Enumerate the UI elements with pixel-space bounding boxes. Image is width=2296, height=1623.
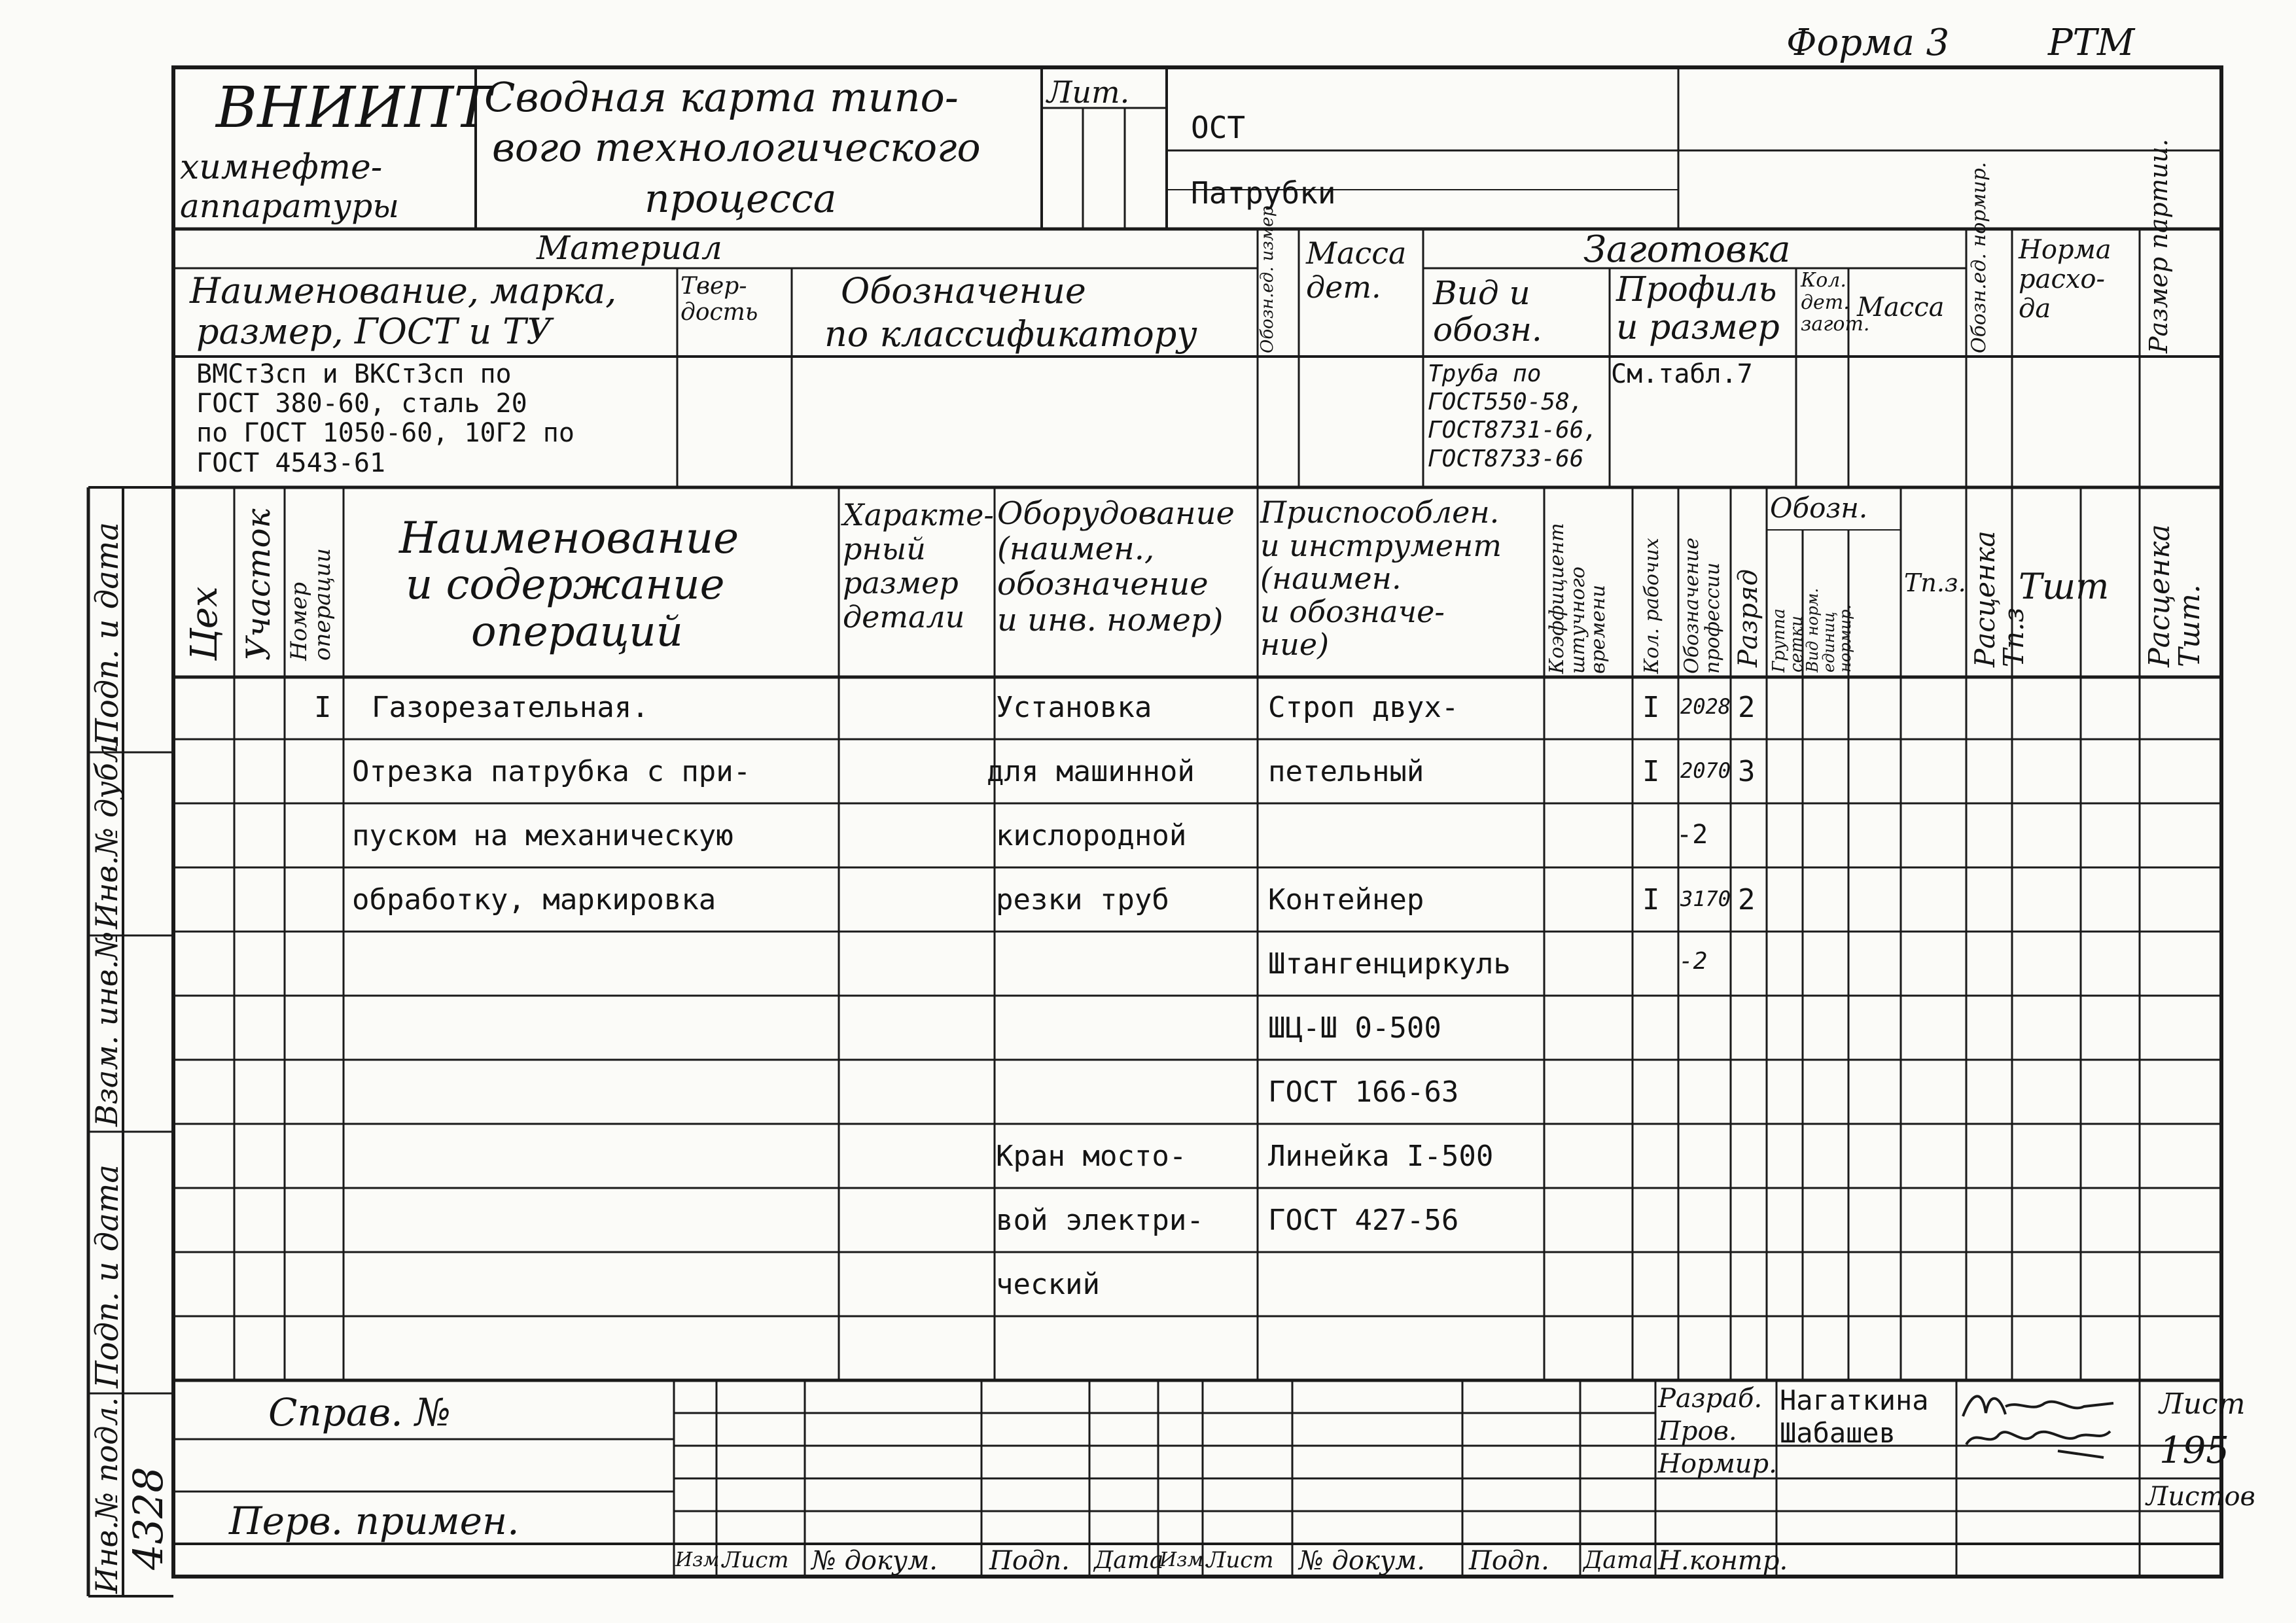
name-label-2: размер, ГОСТ и ТУ bbox=[196, 311, 552, 352]
op-name-label-3: операций bbox=[471, 608, 683, 656]
part-name: Патрубки bbox=[1191, 175, 1336, 211]
profession-cell: 2028 bbox=[1680, 694, 1731, 719]
table-row bbox=[0, 947, 2296, 989]
table-row bbox=[0, 1335, 2296, 1374]
doc-title-line-3: процесса bbox=[645, 176, 837, 222]
equipment-cell: ческий bbox=[996, 1268, 1100, 1301]
margin-sign-date-2: Подп. и дата bbox=[89, 1164, 126, 1388]
op-name-label-1: Наименование bbox=[399, 513, 739, 563]
tpz-label: Тп.з. bbox=[1904, 568, 1966, 597]
workers-cell: I bbox=[1642, 883, 1660, 916]
equipment-cell: Кран мосто- bbox=[996, 1140, 1187, 1173]
operation-cell: обработку, маркировка bbox=[352, 883, 716, 916]
lit-label: Лит. bbox=[1047, 75, 1130, 110]
equipment-label: Оборудование (наимен., обозначение и инв. номер) bbox=[997, 495, 1235, 638]
change-label: Подп. bbox=[989, 1546, 1070, 1576]
tooling-cell: петельный bbox=[1268, 755, 1424, 788]
designation-label: Обозн. bbox=[1770, 492, 1868, 524]
form-label: Форма 3 bbox=[1786, 22, 1950, 64]
shop-label: Цех bbox=[183, 586, 226, 661]
ref-label: Справ. № bbox=[268, 1390, 451, 1435]
checked-name: Шабашев bbox=[1780, 1417, 1896, 1449]
tooling-cell: ГОСТ 166-63 bbox=[1268, 1075, 1459, 1109]
table-row bbox=[0, 1270, 2296, 1310]
doc-title-line-2: вого технологического bbox=[492, 125, 981, 171]
checked-label: Пров. bbox=[1658, 1416, 1737, 1446]
sheets-label: Листов bbox=[2146, 1482, 2255, 1512]
operation-cell: пуском на механическую bbox=[352, 819, 733, 852]
name-label-1: Наименование, марка, bbox=[190, 270, 617, 311]
norm-unit-label: Вид норм. единиц нормир. bbox=[1803, 587, 1855, 672]
profession-cell: 2070 bbox=[1680, 758, 1731, 783]
change-label: Лист bbox=[722, 1547, 789, 1573]
developed-label: Разраб. bbox=[1658, 1384, 1763, 1414]
unit-label: Обозн.ед. измер. bbox=[1258, 200, 1277, 353]
signature-checker bbox=[1960, 1418, 2117, 1464]
doc-code: РТМ bbox=[2048, 22, 2135, 64]
code-label-2: по классификатору bbox=[824, 313, 1197, 355]
tooling-cell: Линейка I-500 bbox=[1268, 1140, 1494, 1173]
doc-title-line-1: Сводная карта типо- bbox=[484, 73, 959, 121]
equipment-cell: для машинной bbox=[987, 755, 1195, 788]
profile-value: См.табл.7 bbox=[1611, 359, 1753, 389]
rate-tpz-label: Расценка Тп.з bbox=[1969, 531, 2030, 667]
sheet-label: Лист bbox=[2159, 1387, 2246, 1421]
qty-label: Кол. дет. загот. bbox=[1801, 269, 1870, 336]
rate-tsht-label: Расценка Тшт. bbox=[2143, 524, 2207, 667]
coef-label: Коэффициент штучного времени bbox=[1545, 523, 1610, 674]
profile-label: Профиль и размер bbox=[1616, 270, 1780, 348]
sheet-number: 195 bbox=[2159, 1429, 2229, 1472]
operation-cell: Газорезательная. bbox=[372, 691, 649, 724]
equipment-cell: кислородной bbox=[996, 819, 1187, 852]
tooling-cell: ГОСТ 427-56 bbox=[1268, 1204, 1459, 1237]
table-row bbox=[0, 693, 2296, 733]
grade-cell: 3 bbox=[1738, 755, 1756, 788]
tsht-label: Тшт bbox=[2019, 566, 2110, 607]
material-name-value: ВМСт3сп и ВКСт3сп по ГОСТ 380-60, сталь 20 по ГОСТ 1050-60, 10Г2 по ГОСТ 4543-61 bbox=[196, 359, 574, 478]
table-row bbox=[0, 883, 2296, 925]
code-label-1: Обозначение bbox=[841, 270, 1086, 311]
grade-cell: 2 bbox=[1738, 883, 1756, 916]
developed-name: Нагаткина bbox=[1780, 1384, 1929, 1416]
org-line-2: химнефте- bbox=[180, 148, 383, 187]
equipment-cell: вой электри- bbox=[996, 1204, 1204, 1237]
table-row bbox=[0, 1011, 2296, 1053]
workers-cell: I bbox=[1642, 691, 1660, 724]
norm-code-label: Обозн.ед. нормир. bbox=[1968, 162, 1990, 353]
workers-cell: I bbox=[1642, 755, 1660, 788]
margin-sign-date-1: Подп. и дата bbox=[89, 522, 126, 746]
change-label: № докум. bbox=[811, 1546, 938, 1576]
margin-orig-inv: Инв.№ подл. bbox=[89, 1397, 124, 1594]
mass-label: Масса дет. bbox=[1306, 236, 1407, 305]
table-row bbox=[0, 755, 2296, 797]
batch-label: Размер партии. bbox=[2144, 139, 2173, 353]
org-line-3: аппаратуры bbox=[180, 187, 399, 225]
consumption-label: Норма расхо- да bbox=[2019, 235, 2111, 324]
change-label: Дата bbox=[1094, 1547, 1164, 1574]
change-label: Изм. bbox=[675, 1548, 726, 1571]
grade-cell: 2 bbox=[1738, 691, 1756, 724]
control-label: Н.контр. bbox=[1658, 1546, 1788, 1576]
normcontrol-label: Нормир. bbox=[1658, 1449, 1777, 1479]
equipment-cell: резки труб bbox=[996, 883, 1169, 916]
tooling-label: Приспособлен. и инструмент (наимен. и обозначе- ние) bbox=[1260, 495, 1502, 663]
profession-label: Обозначение профессии bbox=[1680, 537, 1724, 674]
profession-cell: -2 bbox=[1676, 820, 1708, 850]
change-label: Изм. bbox=[1159, 1548, 1210, 1571]
area-label: Участок bbox=[239, 508, 277, 661]
change-label: Лист bbox=[1207, 1547, 1274, 1573]
table-row bbox=[0, 1206, 2296, 1246]
workers-label: Кол. рабочих bbox=[1640, 538, 1663, 674]
margin-replace-inv: Взам. инв.№ bbox=[89, 931, 124, 1126]
inv-number: 4328 bbox=[124, 1467, 172, 1570]
blank-label: Заготовка bbox=[1583, 228, 1791, 271]
grade-label: Разряд bbox=[1733, 568, 1763, 667]
table-row bbox=[0, 1075, 2296, 1117]
first-used-label: Перв. примен. bbox=[229, 1499, 520, 1543]
ost-label: ОСТ bbox=[1191, 110, 1246, 145]
equipment-cell: Установка bbox=[996, 691, 1152, 724]
change-label: Дата bbox=[1583, 1547, 1653, 1574]
profession-cell: -2 bbox=[1679, 948, 1708, 975]
op-no-label: Номер операции bbox=[286, 548, 336, 661]
blank-mass-label: Масса bbox=[1857, 292, 1945, 323]
table-row bbox=[0, 1142, 2296, 1181]
tooling-cell: Штангенциркуль bbox=[1268, 947, 1511, 981]
hardness-label: Твер- дость bbox=[680, 273, 758, 326]
table-row bbox=[0, 819, 2296, 861]
tooling-cell: Строп двух- bbox=[1268, 691, 1459, 724]
material-label: Материал bbox=[537, 229, 722, 267]
tooling-cell: Контейнер bbox=[1268, 883, 1424, 916]
tooling-cell: ШЦ-Ш 0-500 bbox=[1268, 1011, 1441, 1045]
tariff-group-label: Группа сетки bbox=[1769, 608, 1807, 672]
operation-cell: Отрезка патрубка с при- bbox=[352, 755, 751, 788]
op-name-label-2: и содержание bbox=[406, 561, 725, 609]
part-char-label: Характе- рный размер детали bbox=[843, 497, 994, 635]
org-name: ВНИИПТ bbox=[216, 75, 491, 141]
margin-dup-inv: Инв.№ дубл. bbox=[89, 734, 124, 929]
op-number: I bbox=[314, 691, 332, 724]
change-label: № докум. bbox=[1299, 1546, 1425, 1576]
blank-type-value: Труба по ГОСТ550-58, ГОСТ8731-66, ГОСТ8733-66 bbox=[1428, 360, 1598, 472]
change-label: Подп. bbox=[1469, 1546, 1549, 1576]
blank-type-label: Вид и обозн. bbox=[1433, 274, 1542, 349]
profession-cell: 3170 bbox=[1680, 886, 1731, 911]
